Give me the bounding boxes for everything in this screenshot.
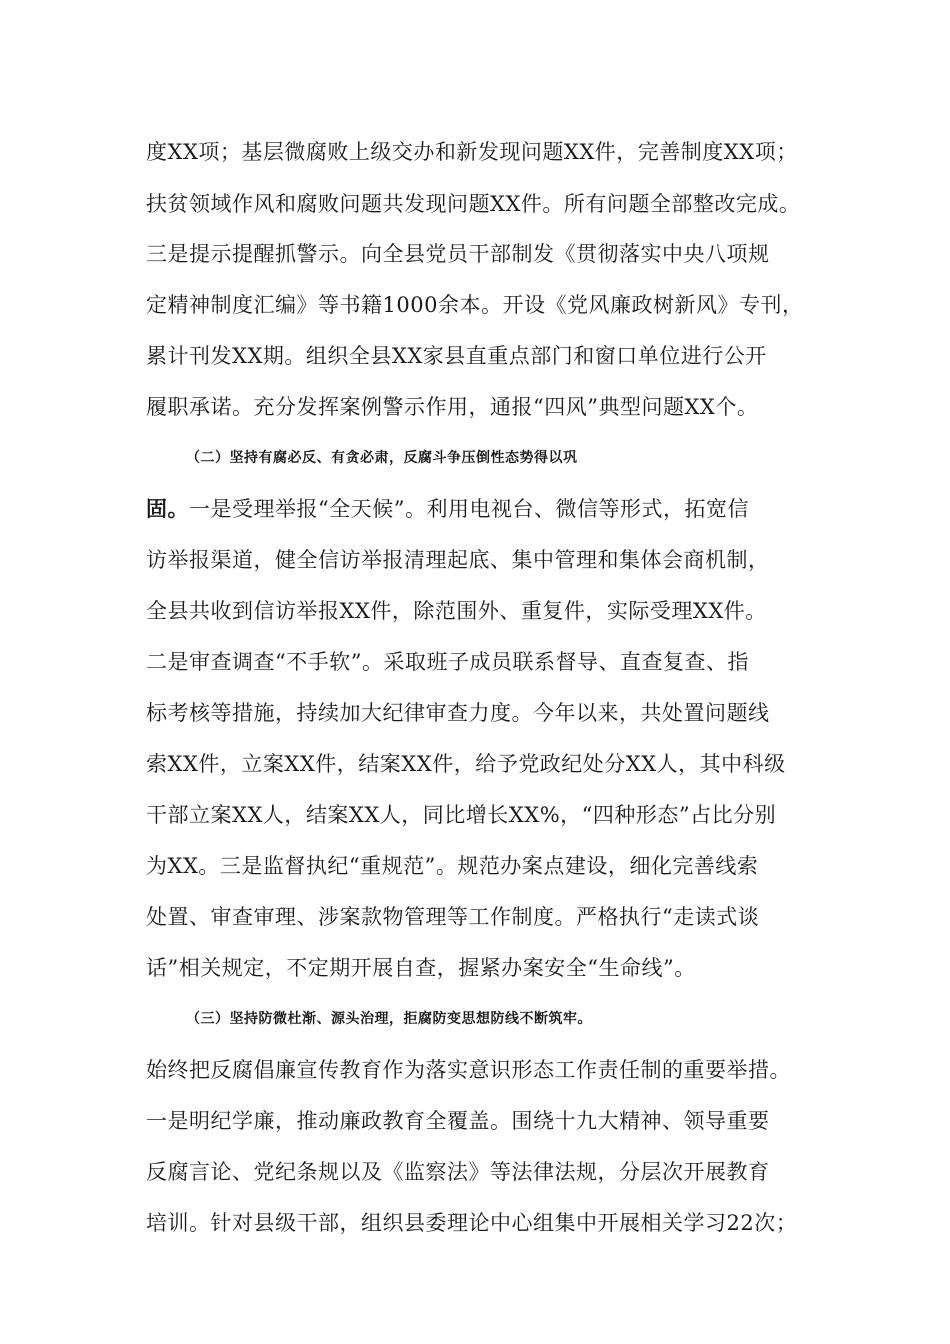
body-text-line: 三是提示提醒抓警示。向全县党员干部制发《贯彻落实中央八项规 [146, 242, 770, 266]
body-text-line: 处置、审查审理、涉案款物管理等工作制度。严格执行“走读式谈 [146, 905, 760, 929]
body-text-line: 始终把反腐倡廉宣传教育作为落实意识形态工作责任制的重要举措。 [146, 1058, 791, 1082]
body-text-line: 培训。针对县级干部，组织县委理论中心组集中开展相关学习22次； [146, 1211, 798, 1235]
body-text-segment: 一是受理举报“全天候”。利用电视台、微信等形式，拓宽信 [189, 497, 749, 521]
body-text-line: 定精神制度汇编》等书籍1000余本。开设《党风廉政树新风》专刊， [146, 293, 804, 317]
section-heading-3: （三）坚持防微杜渐、源头治理，拒腐防变思想防线不断筑牢。 [186, 1011, 592, 1027]
body-text-line: 全县共收到信访举报XX件，除范围外、重复件，实际受理XX件。 [146, 599, 767, 623]
body-text-line [146, 491, 826, 527]
section-heading-2-end: 固。 [146, 496, 189, 521]
body-text-line: 话”相关规定，不定期开展自查，握紧办案安全“生命线”。 [146, 956, 696, 980]
body-text-line: 度XX项；基层微腐败上级交办和新发现问题XX件，完善制度XX项； [146, 140, 798, 164]
body-text-line: 索XX件，立案XX件，结案XX件，给予党政纪处分XX人，其中科级 [146, 752, 786, 776]
body-text-line: 访举报渠道，健全信访举报清理起底、集中管理和集体会商机制， [146, 548, 770, 572]
body-text-line: 标考核等措施，持续加大纪律审查力度。今年以来，共处置问题线 [146, 701, 770, 725]
body-text-line: 反腐言论、党纪条规以及《监察法》等法律法规，分层次开展教育 [146, 1160, 770, 1184]
body-text-line: 累计刊发XX期。组织全县XX家县直重点部门和窗口单位进行公开 [146, 344, 767, 368]
section-heading-2: （二）坚持有腐必反、有贪必肃，反腐斗争压倒性态势得以巩 [186, 450, 578, 466]
body-text-line: 干部立案XX人，结案XX人，同比增长XX%，“四种形态”占比分别 [146, 803, 777, 827]
body-text-line: 二是审查调查“不手软”。采取班子成员联系督导、直查复查、指 [146, 650, 749, 674]
body-text-line: 为XX。三是监督执纪“重规范”。规范办案点建设，细化完善线索 [146, 854, 759, 878]
body-text-line: 扶贫领域作风和腐败问题共发现问题XX件。所有问题全部整改完成。 [146, 192, 801, 216]
body-text-line: 一是明纪学廉，推动廉政教育全覆盖。围绕十九大精神、领导重要 [146, 1109, 770, 1133]
body-text-line: 履职承诺。充分发挥案例警示作用，通报“四风”典型问题XX个。 [146, 395, 759, 419]
